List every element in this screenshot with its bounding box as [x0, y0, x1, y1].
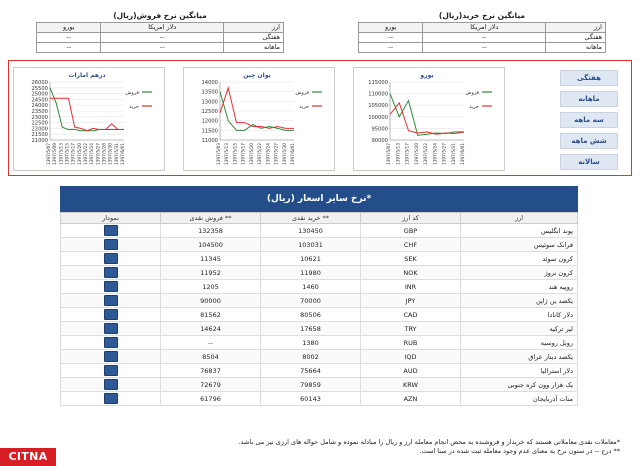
table-row	[61, 350, 578, 364]
chart-icon[interactable]	[104, 351, 118, 362]
rate-chart-cell	[61, 308, 161, 322]
rate-chart-cell	[61, 364, 161, 378]
chart-aed-svg	[14, 68, 166, 172]
rate-chart-cell	[61, 350, 161, 364]
x-tick-label: 1397/5/15	[233, 143, 239, 166]
x-tick-label: 1397/5/31	[451, 143, 457, 166]
avg-sell-monthly-eur: --	[37, 43, 101, 53]
table-row	[61, 280, 578, 294]
y-tick-label: 22000	[31, 126, 48, 133]
rate-code-cell: CAD	[361, 308, 461, 322]
x-tick-label: 1397/5/20	[77, 143, 83, 166]
y-tick-label: 26000	[31, 80, 48, 86]
x-tick-label: 1397/5/17	[241, 143, 247, 166]
rates-title: نرخ سایر اسعار (ریال)*	[60, 186, 578, 212]
rate-name-cell: دلار استرالیا	[461, 364, 578, 378]
chart-icon[interactable]	[104, 393, 118, 404]
rate-sell-cell: 11345	[161, 252, 261, 266]
x-tick-label: 1397/5/13	[396, 143, 402, 166]
rate-buy-cell: 103031	[261, 238, 361, 252]
avg-sell-weekly-usd: --	[101, 33, 224, 43]
rate-code-cell: TRY	[361, 322, 461, 336]
series-line	[220, 88, 294, 129]
period-monthly-button[interactable]: ماهانه	[560, 91, 618, 107]
x-tick-label: 1397/5/30	[108, 143, 114, 166]
table-row	[61, 266, 578, 280]
chart-title: یوان چین	[243, 72, 271, 79]
avg-sell-col-eur: یورو	[37, 23, 101, 33]
chart-icon[interactable]	[104, 295, 118, 306]
x-tick-label: 1397/5/22	[84, 143, 89, 166]
y-tick-label: 14000	[201, 80, 218, 86]
table-row	[61, 294, 578, 308]
chart-aed	[13, 67, 165, 171]
rate-code-cell: AUD	[361, 364, 461, 378]
rates-header-chart: نمودار	[61, 213, 161, 224]
x-tick-label: 1397/5/28	[102, 143, 108, 166]
chart-icon[interactable]	[104, 225, 118, 236]
table-row	[61, 336, 578, 350]
rates-header-code: کد ارز	[361, 213, 461, 224]
x-tick-label: 1397/5/30	[282, 143, 288, 166]
table-row	[61, 364, 578, 378]
footnote-2: ** درج -- در ستون نرخ به معنای عدم وجود معامله ثبت شده در سنا است.	[419, 447, 620, 455]
rates-body	[61, 224, 578, 406]
rate-buy-cell: 10621	[261, 252, 361, 266]
avg-sell-col-usd: دلار امریکا	[101, 23, 224, 33]
x-tick-label: 1397/5/22	[258, 143, 264, 166]
rate-name-cell: دلار کانادا	[461, 308, 578, 322]
x-tick-label: 1397/5/07	[47, 143, 52, 166]
legend-label: فروش	[125, 90, 139, 96]
y-tick-label: 13500	[201, 89, 218, 96]
avg-buy-col-currency: ارز	[546, 23, 606, 33]
y-tick-label: 11500	[201, 128, 218, 135]
rate-code-cell: AZN	[361, 392, 461, 406]
rate-chart-cell	[61, 336, 161, 350]
rate-code-cell: JPY	[361, 294, 461, 308]
x-tick-label: 1397/5/22	[424, 143, 429, 166]
rate-code-cell: IQD	[361, 350, 461, 364]
rate-name-cell: پوند انگلیس	[461, 224, 578, 238]
avg-sell-monthly-label: ماهانه	[224, 43, 284, 53]
footnotes	[150, 438, 620, 456]
rate-code-cell: SEK	[361, 252, 461, 266]
x-tick-label: 1397/5/24	[433, 143, 439, 166]
rate-name-cell: کرون نروژ	[461, 266, 578, 280]
x-tick-label: 1397/5/20	[249, 143, 255, 166]
legend-label: فروش	[465, 90, 479, 96]
y-tick-label: 11000	[201, 138, 218, 144]
rate-buy-cell: 80506	[261, 308, 361, 322]
chart-icon[interactable]	[104, 337, 118, 348]
x-tick-label: 1397/5/13	[59, 143, 65, 166]
rate-chart-cell	[61, 238, 161, 252]
avg-buy-weekly-usd: --	[423, 33, 546, 43]
y-tick-label: 13000	[201, 99, 218, 106]
avg-buy-box	[358, 10, 606, 53]
y-tick-label: 110000	[368, 91, 388, 98]
y-tick-label: 100000	[368, 114, 388, 121]
rate-buy-cell: 70000	[261, 294, 361, 308]
x-tick-label: 1397/5/17	[405, 143, 411, 166]
table-row	[61, 224, 578, 238]
avg-buy-monthly-usd: --	[423, 43, 546, 53]
y-tick-label: 115000	[368, 80, 388, 86]
y-tick-label: 23000	[31, 114, 48, 121]
rates-section	[60, 186, 578, 406]
y-tick-label: 12000	[201, 118, 218, 125]
rate-code-cell: RUB	[361, 336, 461, 350]
rate-chart-cell	[61, 224, 161, 238]
y-tick-label: 21500	[31, 132, 48, 139]
x-tick-label: 1397/6/01	[121, 143, 126, 166]
rate-buy-cell: 8002	[261, 350, 361, 364]
y-tick-label: 25500	[31, 85, 48, 92]
avg-sell-weekly-eur: --	[37, 33, 101, 43]
chart-icon[interactable]	[104, 253, 118, 264]
avg-buy-title: میانگین نرخ خرید(ریال)	[438, 11, 526, 20]
rate-name-cell: فرانک سوئیس	[461, 238, 578, 252]
rate-sell-cell: 90000	[161, 294, 261, 308]
avg-sell-weekly-label: هفتگی	[224, 33, 284, 43]
citna-logo: CITNA	[0, 448, 56, 466]
rate-buy-cell: 130450	[261, 224, 361, 238]
rate-code-cell: GBP	[361, 224, 461, 238]
rate-name-cell: منات آذربایجان	[461, 392, 578, 406]
chart-cny	[183, 67, 335, 171]
x-tick-label: 1397/5/13	[225, 143, 231, 166]
rate-buy-cell: 60143	[261, 392, 361, 406]
chart-eur-svg	[354, 68, 506, 172]
chart-cny-svg	[184, 68, 336, 172]
chart-title: درهم امارات	[68, 72, 106, 79]
chart-eur	[353, 67, 505, 171]
x-tick-label: 1397/5/27	[274, 143, 280, 166]
avg-buy-monthly-label: ماهانه	[546, 43, 606, 53]
table-row	[61, 378, 578, 392]
x-tick-label: 1397/5/27	[96, 143, 102, 166]
legend-label: خرید	[299, 104, 309, 110]
period-6month-button[interactable]: شش ماهه	[560, 133, 618, 149]
rate-code-cell: CHF	[361, 238, 461, 252]
y-tick-label: 22500	[31, 120, 48, 127]
x-tick-label: 1397/5/07	[387, 143, 392, 166]
x-tick-label: 1397/5/24	[266, 143, 272, 166]
rate-buy-cell: 1380	[261, 336, 361, 350]
y-tick-label: 21000	[31, 138, 48, 144]
period-weekly-button[interactable]: هفتگی	[560, 70, 618, 86]
legend-label: خرید	[469, 104, 479, 110]
rate-buy-cell: 75664	[261, 364, 361, 378]
rates-header-currency: ارز	[461, 213, 578, 224]
table-row	[61, 238, 578, 252]
avg-sell-monthly-usd: --	[101, 43, 224, 53]
y-tick-label: 105000	[368, 103, 388, 110]
rate-code-cell: KRW	[361, 378, 461, 392]
chart-icon[interactable]	[104, 379, 118, 390]
rate-sell-cell: 61796	[161, 392, 261, 406]
rate-chart-cell	[61, 252, 161, 266]
rate-sell-cell: 104500	[161, 238, 261, 252]
avg-sell-table	[36, 22, 284, 53]
rate-sell-cell: 1205	[161, 280, 261, 294]
y-tick-label: 95000	[371, 126, 388, 133]
period-yearly-button[interactable]: سالانه	[560, 154, 618, 170]
avg-sell-title: میانگین نرخ فروش(ریال)	[113, 11, 207, 20]
charts-panel	[8, 60, 632, 176]
y-tick-label: 24500	[31, 97, 48, 104]
legend-label: فروش	[295, 90, 309, 96]
avg-buy-col-eur: یورو	[359, 23, 423, 33]
x-tick-label: 1397/5/27	[442, 143, 448, 166]
rate-name-cell: روپیه هند	[461, 280, 578, 294]
y-tick-label: 12500	[201, 109, 218, 115]
rate-name-cell: روبل روسیه	[461, 336, 578, 350]
chart-title: یورو	[420, 72, 434, 79]
rate-sell-cell: 14624	[161, 322, 261, 336]
rate-chart-cell	[61, 266, 161, 280]
rate-code-cell: INR	[361, 280, 461, 294]
rate-name-cell: یک هزار وون کره جنوبی	[461, 378, 578, 392]
avg-sell-box	[36, 10, 284, 53]
y-tick-label: 23500	[31, 109, 48, 115]
table-row	[61, 392, 578, 406]
avg-buy-monthly-eur: --	[359, 43, 423, 53]
rates-table	[60, 212, 578, 406]
y-tick-label: 25000	[31, 91, 48, 98]
avg-sell-col-currency: ارز	[224, 23, 284, 33]
table-row	[61, 308, 578, 322]
rate-chart-cell	[61, 392, 161, 406]
footnote-1: *معاملات نقدی معاملاتی هستند که خریدار و فروشنده به محض انجام معامله ارز و ریال را مبادله نموده و شامل حواله های ارزی نیز می باشد.	[238, 438, 620, 446]
rate-buy-cell: 11980	[261, 266, 361, 280]
rate-sell-cell: 8504	[161, 350, 261, 364]
rate-sell-cell: 76837	[161, 364, 261, 378]
x-tick-label: 1397/5/15	[65, 143, 71, 166]
series-line	[50, 98, 124, 130]
period-3month-button[interactable]: سه ماهه	[560, 112, 618, 128]
chart-icon[interactable]	[104, 267, 118, 278]
x-tick-label: 1397/5/24	[90, 143, 96, 166]
avg-buy-weekly-eur: --	[359, 33, 423, 43]
x-tick-label: 1397/5/17	[71, 143, 77, 166]
rate-buy-cell: 17658	[261, 322, 361, 336]
x-tick-label: 1397/5/20	[414, 143, 420, 166]
rate-sell-cell: 11952	[161, 266, 261, 280]
y-tick-label: 24000	[31, 103, 48, 110]
rate-code-cell: NOK	[361, 266, 461, 280]
chart-icon[interactable]	[104, 239, 118, 250]
x-tick-label: 1397/6/01	[291, 143, 296, 166]
rate-chart-cell	[61, 294, 161, 308]
x-tick-label: 1397/5/03	[217, 143, 222, 166]
rate-name-cell: یکصد دینار عراق	[461, 350, 578, 364]
avg-buy-table	[358, 22, 606, 53]
rate-chart-cell	[61, 280, 161, 294]
rate-name-cell: یکصد ین ژاپن	[461, 294, 578, 308]
series-line	[390, 94, 464, 136]
rate-sell-cell: 132358	[161, 224, 261, 238]
avg-buy-weekly-label: هفتگی	[546, 33, 606, 43]
chart-icon[interactable]	[104, 309, 118, 320]
rates-header-buy: خرید نقدی **	[261, 213, 361, 224]
rate-buy-cell: 1460	[261, 280, 361, 294]
rate-chart-cell	[61, 378, 161, 392]
rate-sell-cell: --	[161, 336, 261, 350]
chart-icon[interactable]	[104, 365, 118, 376]
rate-chart-cell	[61, 322, 161, 336]
series-line	[390, 103, 464, 134]
chart-icon[interactable]	[104, 281, 118, 292]
y-tick-label: 90000	[371, 138, 388, 144]
x-tick-label: 1397/5/31	[114, 143, 120, 166]
rate-buy-cell: 79859	[261, 378, 361, 392]
legend-label: خرید	[129, 104, 139, 110]
x-tick-label: 1397/5/09	[53, 143, 59, 166]
rates-header-sell: فروش نقدی **	[161, 213, 261, 224]
rate-sell-cell: 81562	[161, 308, 261, 322]
table-row	[61, 252, 578, 266]
chart-icon[interactable]	[104, 323, 118, 334]
rate-name-cell: کرون سوئد	[461, 252, 578, 266]
rate-sell-cell: 72679	[161, 378, 261, 392]
rate-name-cell: لیر ترکیه	[461, 322, 578, 336]
table-row	[61, 322, 578, 336]
avg-buy-col-usd: دلار امریکا	[423, 23, 546, 33]
x-tick-label: 1397/6/01	[461, 143, 466, 166]
